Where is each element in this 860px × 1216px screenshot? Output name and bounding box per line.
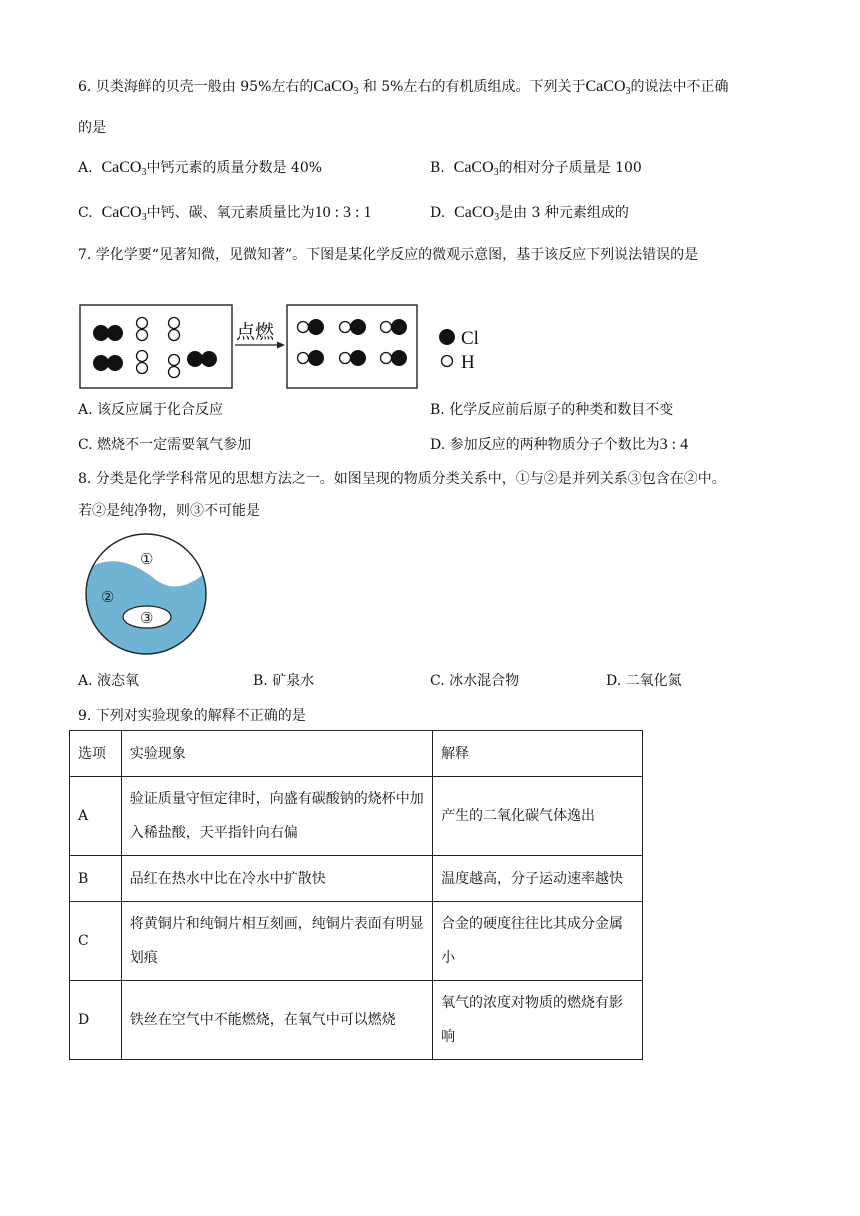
q6-option-b: B. CaCO$_3$的相对分子质量是 100 [430,159,642,178]
q7-option-c: C. 燃烧不一定需要氧气参加 [78,437,252,453]
row-explanation: 合金的硬度往往比其成分金属小 [433,902,643,981]
hcl-molecule-6 [381,350,408,366]
q6-formula-caco3: CaCO$_3$ [313,78,359,97]
q6-option-d: D. CaCO$_3$是由 3 种元素组成的 [430,204,629,223]
table-row [70,777,643,856]
h2-molecule-1 [137,318,148,341]
row-phenomenon: 验证质量守恒定律时，向盛有碳酸钠的烧杯中加入稀盐酸，天平指针向右偏 [121,777,432,856]
q6-option-a: A. CaCO$_3$中钙元素的质量分数是 40% [78,159,323,178]
q8-classification-diagram [76,532,216,656]
table-row [70,902,643,981]
q7-stem: 7. 学化学要“见著知微，见微知著”。下图是某化学反应的微观示意图，基于该反应下列说法错误的是 [78,247,699,263]
arrow-head [277,342,285,349]
label-three: ③ [140,609,154,627]
q6-stem-line2: 的是 [78,120,106,136]
q8-option-c: C. 冰水混合物 [430,673,520,689]
q8-option-a: A. 液态氧 [78,673,140,689]
q8-option-d: D. 二氧化氮 [606,673,682,689]
q6-ratio: 10 : 3 : 1 [314,204,372,221]
q7-option-b: B. 化学反应前后原子的种类和数目不变 [430,402,674,418]
q9-stem: 9. 下列对实验现象的解释不正确的是 [78,708,306,724]
reactants-box [80,305,232,388]
row-phenomenon: 铁丝在空气中不能燃烧，在氧气中可以燃烧 [121,981,432,1060]
q6-stem-text2: 和 5%左右的有机质组成。下列关于 [358,79,586,95]
table-row [70,981,643,1060]
legend-cl-label: Cl [461,328,479,349]
q6-formula-a: CaCO$_3$ [101,159,147,178]
q6-formula-caco3-2: CaCO$_3$ [585,78,631,97]
q6-stem-line1 [78,76,729,96]
h2-molecule-3 [137,351,148,374]
cl2-molecule-3 [187,351,217,367]
cl2-molecule-2 [93,355,123,371]
q7-option-d: D. 参加反应的两种物质分子个数比为3 : 4 [430,436,689,453]
q6-stem-text1: 6. 贝类海鲜的贝壳一般由 95%左右的 [78,79,314,95]
hcl-molecule-4 [298,350,325,366]
header-explanation: 解释 [433,731,643,777]
row-explanation: 温度越高，分子运动速率越快 [433,856,643,902]
legend-h-label: H [461,352,475,373]
row-phenomenon: 将黄铜片和纯铜片相互刻画，纯铜片表面有明显划痕 [121,902,432,981]
row-explanation: 产生的二氧化碳气体逸出 [433,777,643,856]
q8-option-b: B. 矿泉水 [253,673,315,689]
h2-molecule-2 [169,318,180,341]
h2-molecule-4 [169,355,180,378]
row-option: A [70,777,122,856]
q8-stem-line1: 8. 分类是化学学科常见的思想方法之一。如图呈现的物质分类关系中，①与②是并列关系③包含在②中。 [78,471,726,487]
q6-formula-b: CaCO$_3$ [453,159,499,178]
row-explanation: 氧气的浓度对物质的燃烧有影响 [433,981,643,1060]
q6-stem-text3: 的说法中不正确 [630,79,729,95]
row-option: D [70,981,122,1060]
header-phenomenon: 实验现象 [121,731,432,777]
label-two: ② [101,588,115,606]
row-phenomenon: 品红在热水中比在冷水中扩散快 [121,856,432,902]
header-option: 选项 [70,731,122,777]
q7-ratio: 3 : 4 [659,436,689,453]
q6-formula-c: CaCO$_3$ [101,204,147,223]
q7-option-a: A. 该反应属于化合反应 [78,402,224,418]
q6-option-c: C. CaCO$_3$中钙、碳、氧元素质量比为10 : 3 : 1 [78,204,372,223]
table-header-row [70,731,643,777]
arrow-label: 点燃 [236,321,275,343]
table-row [70,856,643,902]
row-option: C [70,902,122,981]
legend-cl-icon [439,329,455,345]
q8-stem-line2: 若②是纯净物，则③不可能是 [78,503,260,519]
q6-formula-d: CaCO$_3$ [454,204,500,223]
label-one: ① [140,550,154,568]
products-box [287,305,417,388]
q7-reaction-diagram [78,298,508,392]
hcl-molecule-5 [340,350,367,366]
legend-h-icon [442,356,453,367]
row-option: B [70,856,122,902]
q9-table [69,730,643,1060]
hcl-molecule-1 [298,319,325,335]
hcl-molecule-2 [340,319,367,335]
cl2-molecule-1 [93,325,123,341]
hcl-molecule-3 [381,319,408,335]
